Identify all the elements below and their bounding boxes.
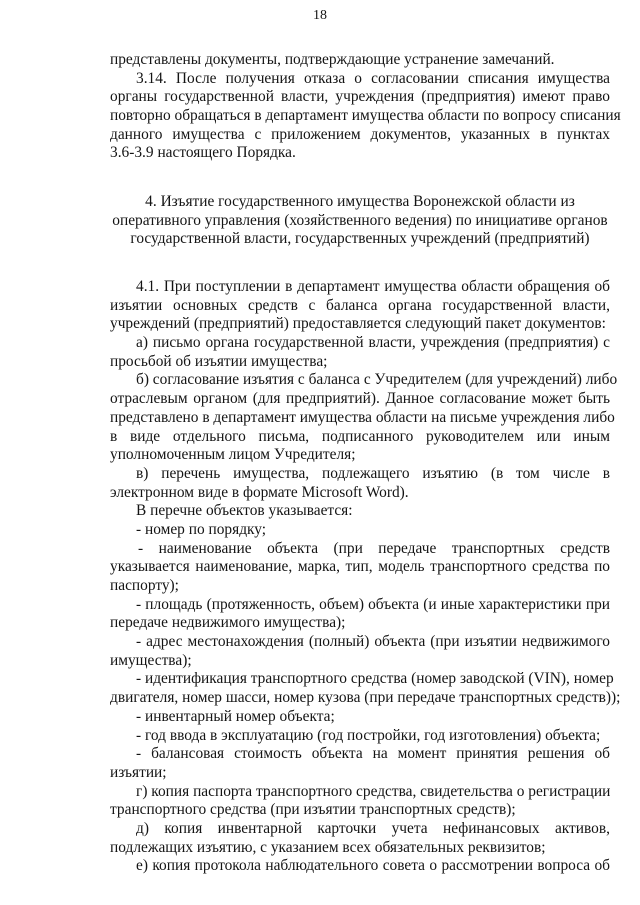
text-line: 3.6-3.9 настоящего Порядка. [110,144,296,162]
text-line: представлены документы, подтверждающие устранение замечаний. [110,51,555,68]
text-line: В перечне объектов указывается: [136,502,353,520]
text-line: представлено в департамент имущества области на письме учреждения либо [110,408,615,426]
heading-line: государственной власти, государственных учреждений (предприятий) [130,230,590,248]
heading-line: оперативного управления (хозяйственного ведения) по инициативе органов [112,211,608,229]
text-line: просьбой об изъятии имущества; [110,352,328,370]
text-line: учреждений (предприятий) предоставляется следующий пакет документов: [110,315,606,333]
heading-line: 4. Изъятие государственного имущества Воронежской области из [145,193,575,210]
text-line: транспортного средства (при изъятии транспортных средств); [110,801,516,819]
text-line: д) копия инвентарной карточки учета нефинансовых активов, [136,819,610,837]
list-item: - адрес местонахождения (полный) объекта (при изъятии недвижимого [136,633,610,651]
text-line: изъятии основных средств с баланса органа государственной власти, [110,296,610,314]
text-line: электронном виде в формате Microsoft Word). [110,483,409,501]
text-line: паспорту); [110,577,179,594]
text-line: данного имущества с приложением документов, указанных в пунктах [110,125,610,143]
section-4-heading [110,193,610,249]
list-item: - идентификация транспортного средства (номер заводской (VIN), номер [136,670,614,688]
text-line: в виде отдельного письма, подписанного руководителем или иным [110,427,610,445]
list-item: - номер по порядку; [136,520,267,538]
text-line: указывается наименование, марка, тип, модель транспортного средства по [110,558,610,576]
text-line: е) копия протокола наблюдательного совета о рассмотрении вопроса об [136,857,610,875]
page-number: 18 [313,8,327,23]
text-line: двигателя, номер шасси, номер кузова (при передаче транспортных средств)); [110,689,621,707]
text-line: передаче недвижимого имущества); [110,614,346,632]
text-line: в) перечень имущества, подлежащего изъятию (в том числе в [136,464,610,482]
text-line: 3.14. После получения отказа о согласовании списания имущества [136,69,610,87]
list-item: - инвентарный номер объекта; [136,707,335,725]
text-line: уполномоченным лицом Учредителя; [110,446,356,464]
list-item: - площадь (протяженность, объем) объекта (и иные характеристики при [136,595,610,613]
text-line: 4.1. При поступлении в департамент имущества области обращения об [136,278,610,295]
text-line: г) копия паспорта транспортного средства, свидетельства о регистрации [136,782,611,800]
text-line: изъятии; [110,763,167,781]
section-4-body [110,278,621,876]
text-line: повторно обращаться в департамент имущества области по вопросу списания [110,107,621,125]
text-line: б) согласование изъятия с баланса с Учредителем (для учреждений) либо [136,371,618,389]
text-line: а) письмо органа государственной власти, учреждения (предприятия) с [136,334,610,352]
text-line: отраслевым органом (для предприятий). Данное согласование может быть [110,390,610,408]
list-item: - наименование объекта (при передаче транспортных средств [138,539,610,557]
list-item: - балансовая стоимость объекта на момент принятия решения об [136,745,610,763]
text-line: подлежащих изъятию, с указанием всех обязательных реквизитов; [110,838,546,856]
paragraph-3-13-tail-and-3-14 [110,51,621,163]
list-item: - год ввода в эксплуатацию (год постройки, год изготовления) объекта; [136,726,601,744]
text-line: имущества); [110,651,192,669]
text-line: органы государственной власти, учреждения (предприятия) имеют право [110,88,610,106]
